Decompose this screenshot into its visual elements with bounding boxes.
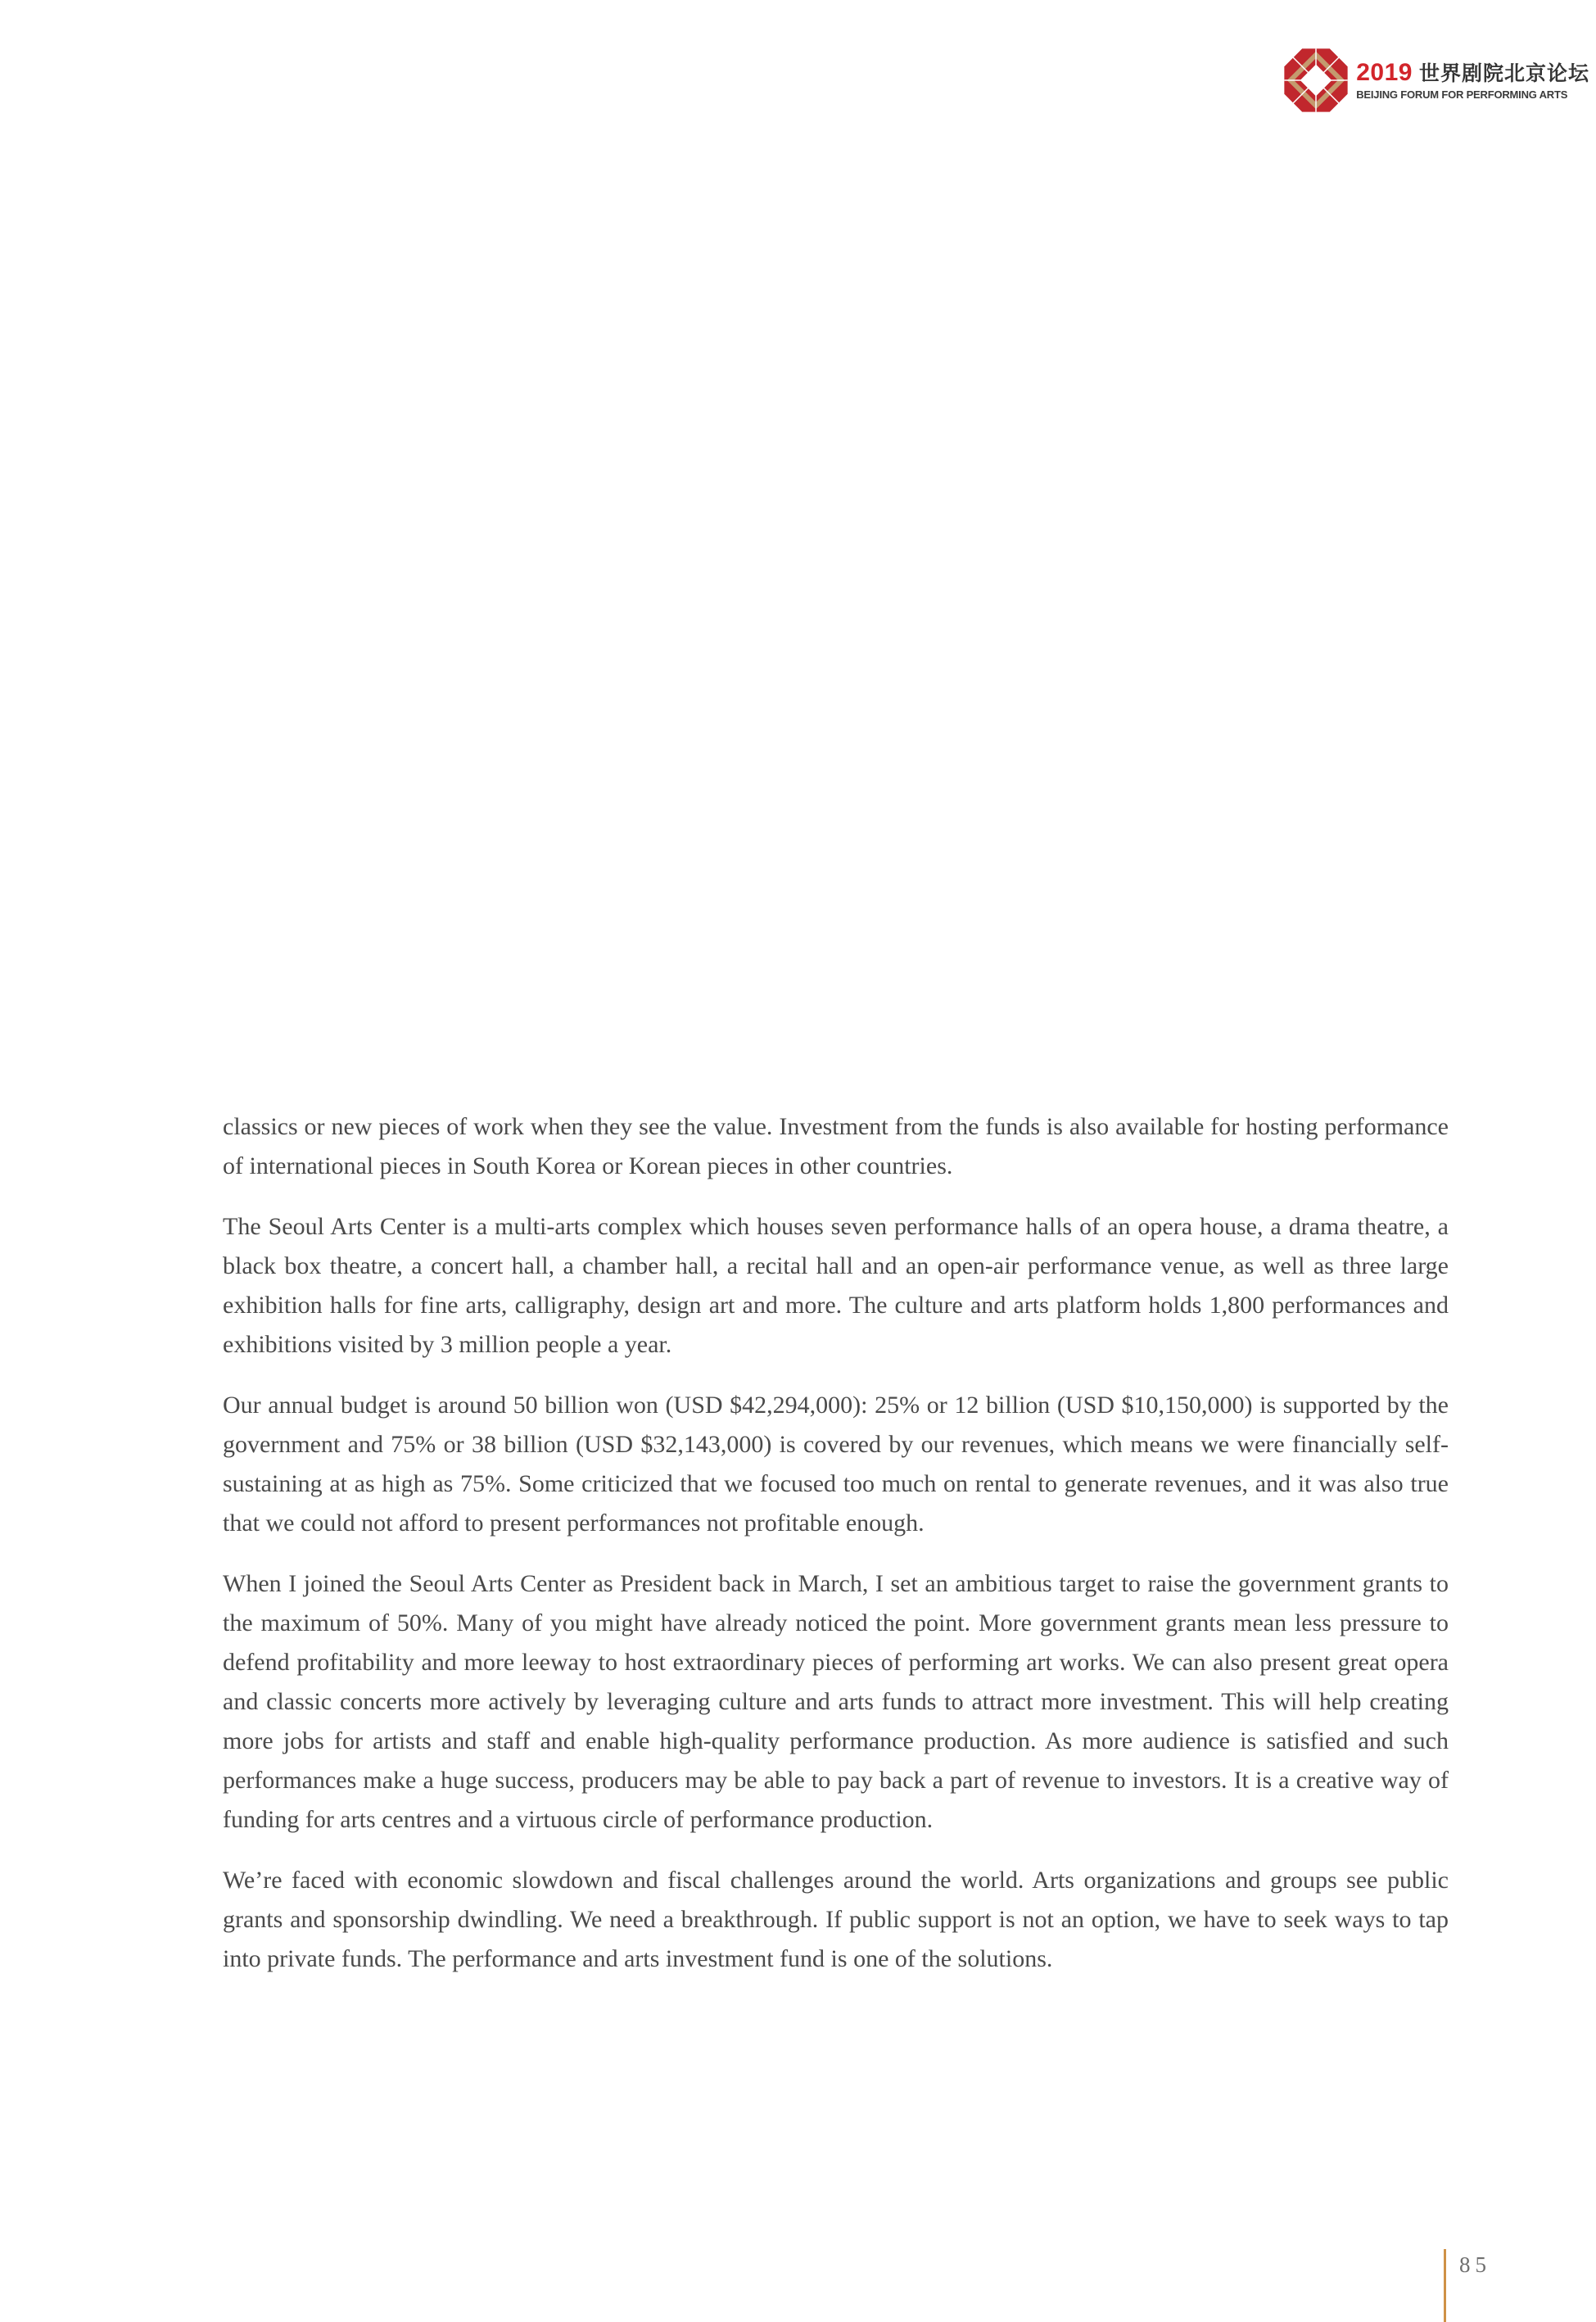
logo-year: 2019 (1356, 59, 1413, 87)
forum-logo (1282, 46, 1589, 115)
forum-logo-text (1356, 60, 1589, 101)
body-paragraph: We’re faced with economic slowdown and fiscal challenges around the world. Arts organizations and groups see public grants and sponsorship dwindling. We need a breakthrough. If public support is not an option, we have to seek ways to tap into private funds. The performance and arts investment fund is one of the solutions. (223, 1867, 1449, 1972)
body-paragraph: classics or new pieces of work when they see the value. Investment from the funds is also available for hosting performance of international pieces in South Korea or Korean pieces in other countries. (223, 1113, 1449, 1179)
page-footer (1444, 2249, 1491, 2322)
body-paragraph: The Seoul Arts Center is a multi-arts complex which houses seven performance halls of an opera house, a drama theatre, a black box theatre, a concert hall, a chamber hall, a recital hall and an open-air performance venue, as well as three large exhibition halls for fine arts, calligraphy, design art and more. The culture and arts platform holds 1,800 performances and exhibitions visited by 3 million people a year. (223, 1213, 1449, 1358)
forum-logo-icon (1282, 46, 1350, 115)
logo-title-cn: 世界剧院北京论坛 (1418, 61, 1589, 86)
logo-subtitle-en: BEIJING FORUM FOR PERFORMING ARTS (1356, 88, 1568, 101)
page-number-rule (1444, 2249, 1446, 2322)
body-text-block (223, 1107, 1449, 1979)
body-paragraph: When I joined the Seoul Arts Center as President back in March, I set an ambitious target to raise the government grants to the maximum of 50%. Many of you might have already noticed the point. More government grants mean less pressure to defend profitability and more leeway to host extraordinary pieces of performing art works. We can also present great opera and classic concerts more actively by leveraging culture and arts funds to attract more investment. This will help creating more jobs for artists and staff and enable high-quality performance production. As more audience is satisfied and such performances make a huge success, producers may be able to pay back a part of revenue to investors. It is a creative way of funding for arts centres and a virtuous circle of performance production. (223, 1570, 1449, 1833)
page-number: 85 (1459, 2252, 1491, 2277)
body-paragraph: Our annual budget is around 50 billion won (USD $42,294,000): 25% or 12 billion (USD $10,150,000) is supported by the government and 75% or 38 billion (USD $32,143,000) is covered by our revenues, which means we were financially self-sustaining at as high as 75%. Some criticized that we focused too much on rental to generate revenues, and it was also true that we could not afford to present performances not profitable enough. (223, 1392, 1449, 1537)
